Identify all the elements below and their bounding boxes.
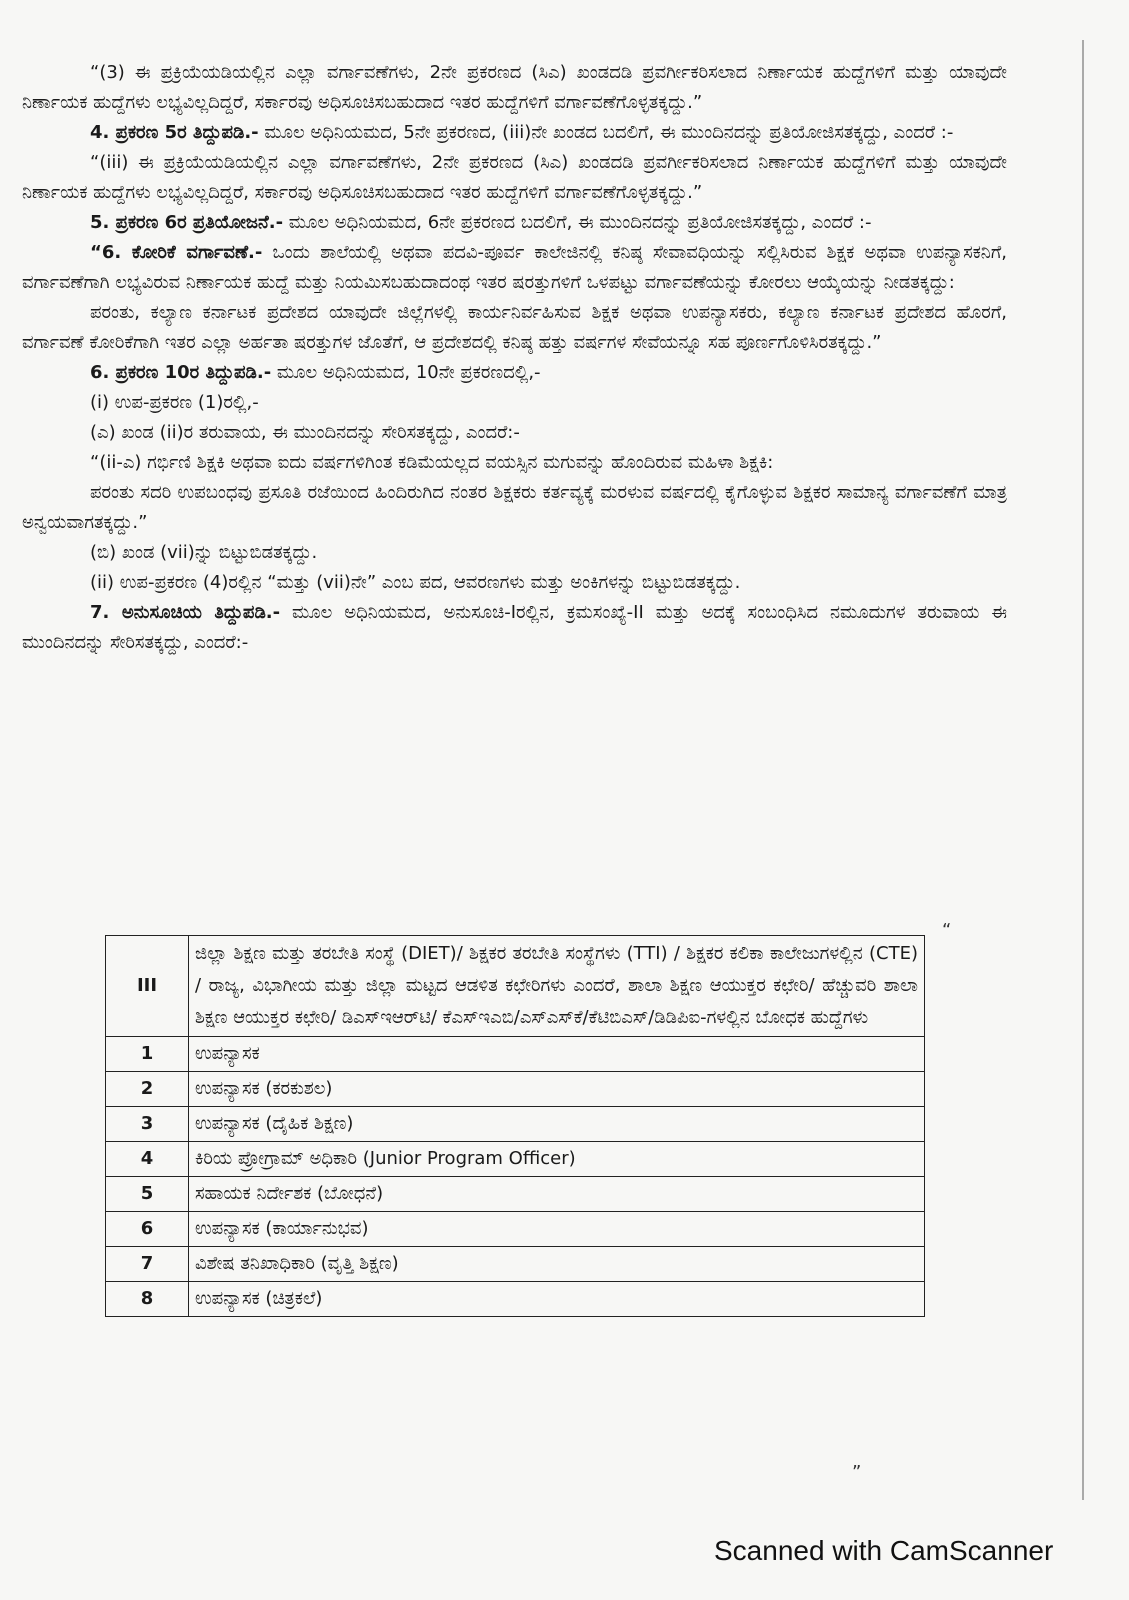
table-cell-post: ವಿಶೇಷ ತನಿಖಾಧಿಕಾರಿ (ವೃತ್ತಿ ಶಿಕ್ಷಣ) (189, 1247, 925, 1282)
table-cell-post: ಉಪನ್ಯಾಸಕ (189, 1037, 925, 1072)
amendment-text (22, 58, 1007, 658)
table-cell-category: ಜಿಲ್ಲಾ ಶಿಕ್ಷಣ ಮತ್ತು ತರಬೇತಿ ಸಂಸ್ಥೆ (DIET)/ ಶಿಕ್ಷಕರ ತರಬೇತಿ ಸಂಸ್ಥೆಗಳು (TTI) / ಶಿಕ್ಷಕರ ಕಲಿಕಾ ಕಾಲೇಜುಗಳಲ್ಲಿನ (CTE) / ರಾಜ್ಯ, ವಿಭಾಗೀಯ ಮತ್ತು ಜಿಲ್ಲಾ ಮಟ್ಟದ ಆಡಳಿತ ಕಛೇರಿಗಳು ಎಂದರೆ, ಶಾಲಾ ಶಿಕ್ಷಣ ಆಯುಕ್ತರ ಕಛೇರಿ/ ಹೆಚ್ಚುವರಿ ಶಾಲಾ ಶಿಕ್ಷಣ ಆಯುಕ್ತರ ಕಛೇರಿ/ ಡಿಎಸ್‌ಇಆರ್‌ಟಿ/ ಕೆಎಸ್‌ಇಎಬಿ/ಎಸ್‌ಎಸ್‌ಕೆ/ಕೆಟಿಬಿಎಸ್/ಡಿಡಿಪಿಐ-ಗಳಲ್ಲಿನ ಬೋಧಕ ಹುದ್ದೆಗಳು (189, 936, 925, 1037)
table-open-quote: “ (942, 920, 952, 941)
table-row (106, 1282, 925, 1317)
paragraph-clause-3-quote: “(3) ಈ ಪ್ರಕ್ರಿಯೆಯಡಿಯಲ್ಲಿನ ಎಲ್ಲಾ ವರ್ಗಾವಣೆಗಳು, 2ನೇ ಪ್ರಕರಣದ (ಸಿಎ) ಖಂಡದಡಿ ಪ್ರವರ್ಗೀಕರಿಸಲಾದ ನಿರ್ಣಾಯಕ ಹುದ್ದೆಗಳಿಗೆ ಮತ್ತು ಯಾವುದೇ ನಿರ್ಣಾಯಕ ಹುದ್ದೆಗಳು ಲಭ್ಯವಿಲ್ಲದಿದ್ದರೆ, ಸರ್ಕಾರವು ಅಧಿಸೂಚಿಸಬಹುದಾದ ಇತರ ಹುದ್ದೆಗಳಿಗೆ ವರ್ಗಾವಣೆಗೊಳ್ಳತಕ್ಕದ್ದು.” (22, 62, 1007, 113)
paragraph-proviso-kalyana-karnataka: ಪರಂತು, ಕಲ್ಯಾಣ ಕರ್ನಾಟಕ ಪ್ರದೇಶದ ಯಾವುದೇ ಜಿಲ್ಲೆಗಳಲ್ಲಿ ಕಾರ್ಯನಿರ್ವಹಿಸುವ ಶಿಕ್ಷಕ ಅಥವಾ ಉಪನ್ಯಾಸಕರು, ಕಲ್ಯಾಣ ಕರ್ನಾಟಕ ಪ್ರದೇಶದ ಹೊರಗೆ, ವರ್ಗಾವಣೆ ಕೋರಿಕೆಗಾಗಿ ಇತರ ಎಲ್ಲಾ ಅರ್ಹತಾ ಷರತ್ತುಗಳ ಜೊತೆಗೆ, ಆ ಪ್ರದೇಶದಲ್ಲಿ ಕನಿಷ್ಠ ಹತ್ತು ವರ್ಷಗಳ ಸೇವೆಯನ್ನೂ ಸಹ ಪೂರ್ಣಗೊಳಿಸಿರತಕ್ಕದ್ದು.” (22, 302, 1007, 353)
paragraph-clause-b: (ಬಿ) ಖಂಡ (vii)ನ್ನು ಬಿಟ್ಟುಬಿಡತಕ್ಕದ್ದು. (90, 542, 318, 563)
table-cell-post: ಕಿರಿಯ ಪ್ರೋಗ್ರಾಮ್ ಅಧಿಕಾರಿ (Junior Program Officer) (189, 1142, 925, 1177)
table-row (106, 1212, 925, 1247)
schedule-table (105, 935, 925, 1317)
table-cell-post: ಸಹಾಯಕ ನಿರ್ದೇಶಕ (ಬೋಧನೆ) (189, 1177, 925, 1212)
paragraph-clause-ii-a: “(ii-ಎ) ಗರ್ಭಿಣಿ ಶಿಕ್ಷಕಿ ಅಥವಾ ಐದು ವರ್ಷಗಳಿಗಿಂತ ಕಡಿಮೆಯಲ್ಲದ ವಯಸ್ಸಿನ ಮಗುವನ್ನು ಹೊಂದಿರುವ ಮಹಿಳಾ ಶಿಕ್ಷಕಿ: (90, 452, 774, 473)
table-cell-number: 8 (106, 1282, 189, 1317)
table-cell-number: 1 (106, 1037, 189, 1072)
table-cell-post: ಉಪನ್ಯಾಸಕ (ದೈಹಿಕ ಶಿಕ್ಷಣ) (189, 1107, 925, 1142)
section-heading: 6. ಪ್ರಕರಣ 10ರ ತಿದ್ದುಪಡಿ.- (90, 362, 272, 383)
paragraph-clause-iii-quote: “(iii) ಈ ಪ್ರಕ್ರಿಯೆಯಡಿಯಲ್ಲಿನ ಎಲ್ಲಾ ವರ್ಗಾವಣೆಗಳು, 2ನೇ ಪ್ರಕರಣದ (ಸಿಎ) ಖಂಡದಡಿ ಪ್ರವರ್ಗೀಕರಿಸಲಾದ ನಿರ್ಣಾಯಕ ಹುದ್ದೆಗಳಿಗೆ ಮತ್ತು ಯಾವುದೇ ನಿರ್ಣಾಯಕ ಹುದ್ದೆಗಳು ಲಭ್ಯವಿಲ್ಲದಿದ್ದರೆ, ಸರ್ಕಾರವು ಅಧಿಸೂಚಿಸಬಹುದಾದ ಇತರ ಹುದ್ದೆಗಳಿಗೆ ವರ್ಗಾವಣೆಗೊಳ್ಳತಕ್ಕದ್ದು.” (22, 152, 1007, 203)
paragraph-subsection-4: (ii) ಉಪ-ಪ್ರಕರಣ (4)ರಲ್ಲಿನ “ಮತ್ತು (vii)ನೇ” ಎಂಬ ಪದ, ಆವರಣಗಳು ಮತ್ತು ಅಂಕಿಗಳನ್ನು ಬಿಟ್ಟುಬಿಡತಕ್ಕದ್ದು. (90, 572, 741, 593)
table-cell-post: ಉಪನ್ಯಾಸಕ (ಕಾರ್ಯಾನುಭವ) (189, 1212, 925, 1247)
table-cell-number: 4 (106, 1142, 189, 1177)
table-cell-number: 3 (106, 1107, 189, 1142)
table-cell-number: 5 (106, 1177, 189, 1212)
table-row (106, 1072, 925, 1107)
table-close-quote: ” (852, 1462, 862, 1483)
table-row (106, 1142, 925, 1177)
section-heading: 7. ಅನುಸೂಚಿಯ ತಿದ್ದುಪಡಿ.- (90, 602, 281, 623)
table-row (106, 1247, 925, 1282)
table-row (106, 1107, 925, 1142)
page-edge-shadow (1082, 40, 1084, 1500)
paragraph-maternity-proviso: ಪರಂತು ಸದರಿ ಉಪಬಂಧವು ಪ್ರಸೂತಿ ರಜೆಯಿಂದ ಹಿಂದಿರುಗಿದ ನಂತರ ಶಿಕ್ಷಕರು ಕರ್ತವ್ಯಕ್ಕೆ ಮರಳುವ ವರ್ಷದಲ್ಲಿ ಕೈಗೊಳ್ಳುವ ಶಿಕ್ಷಕರ ಸಾಮಾನ್ಯ ವರ್ಗಾವಣೆಗೆ ಮಾತ್ರ ಅನ್ವಯವಾಗತಕ್ಕದ್ದು.” (22, 482, 1007, 533)
table-cell-number: 2 (106, 1072, 189, 1107)
table-cell-post: ಉಪನ್ಯಾಸಕ (ಚಿತ್ರಕಲೆ) (189, 1282, 925, 1317)
table-cell-number: III (106, 936, 189, 1037)
table-row (106, 1177, 925, 1212)
section-heading: “6. ಕೋರಿಕೆ ವರ್ಗಾವಣೆ.- (90, 242, 263, 263)
section-heading: 5. ಪ್ರಕರಣ 6ರ ಪ್ರತಿಯೋಜನೆ.- (90, 212, 284, 233)
table-cell-post: ಉಪನ್ಯಾಸಕ (ಕರಕುಶಲ) (189, 1072, 925, 1107)
table-row (106, 1037, 925, 1072)
paragraph-section-4: 4. ಪ್ರಕರಣ 5ರ ತಿದ್ದುಪಡಿ.- ಮೂಲ ಅಧಿನಿಯಮದ, 5ನೇ ಪ್ರಕರಣದ, (iii)ನೇ ಖಂಡದ ಬದಲಿಗೆ, ಈ ಮುಂದಿನದನ್ನು ಪ್ರತಿಯೋಜಿಸತಕ್ಕದ್ದು, ಎಂದರೆ :- (90, 122, 954, 143)
paragraph-section-6: 6. ಪ್ರಕರಣ 10ರ ತಿದ್ದುಪಡಿ.- ಮೂಲ ಅಧಿನಿಯಮದ, 10ನೇ ಪ್ರಕರಣದಲ್ಲಿ,- (90, 362, 541, 383)
paragraph-section-5: 5. ಪ್ರಕರಣ 6ರ ಪ್ರತಿಯೋಜನೆ.- ಮೂಲ ಅಧಿನಿಯಮದ, 6ನೇ ಪ್ರಕರಣದ ಬದಲಿಗೆ, ಈ ಮುಂದಿನದನ್ನು ಪ್ರತಿಯೋಜಿಸತಕ್ಕದ್ದು, ಎಂದರೆ :- (90, 212, 872, 233)
paragraph-clause-a: (ಎ) ಖಂಡ (ii)ರ ತರುವಾಯ, ಈ ಮುಂದಿನದನ್ನು ಸೇರಿಸತಕ್ಕದ್ದು, ಎಂದರೆ:- (90, 422, 520, 443)
paragraph-request-transfer: “6. ಕೋರಿಕೆ ವರ್ಗಾವಣೆ.- ಒಂದು ಶಾಲೆಯಲ್ಲಿ ಅಥವಾ ಪದವಿ-ಪೂರ್ವ ಕಾಲೇಜಿನಲ್ಲಿ ಕನಿಷ್ಠ ಸೇವಾವಧಿಯನ್ನು ಸಲ್ಲಿಸಿರುವ ಶಿಕ್ಷಕ ಅಥವಾ ಉಪನ್ಯಾಸಕನಿಗೆ, ವರ್ಗಾವಣೆಗಾಗಿ ಲಭ್ಯವಿರುವ ನಿರ್ಣಾಯಕ ಹುದ್ದೆ ಮತ್ತು ನಿಯಮಿಸಬಹುದಾದಂಥ ಇತರ ಷರತ್ತುಗಳಿಗೆ ಒಳಪಟ್ಟು ವರ್ಗಾವಣೆಯನ್ನು ಕೋರಲು ಆಯ್ಕೆಯನ್ನು ನೀಡತಕ್ಕದ್ದು: (22, 242, 1007, 293)
section-heading: 4. ಪ್ರಕರಣ 5ರ ತಿದ್ದುಪಡಿ.- (90, 122, 259, 143)
table-cell-number: 6 (106, 1212, 189, 1247)
schedule-table-wrap (105, 935, 925, 1317)
table-header-row (106, 936, 925, 1037)
paragraph-subsection-1: (i) ಉಪ-ಪ್ರಕರಣ (1)ರಲ್ಲಿ,- (90, 392, 259, 413)
table-cell-number: 7 (106, 1247, 189, 1282)
paragraph-section-7: 7. ಅನುಸೂಚಿಯ ತಿದ್ದುಪಡಿ.- ಮೂಲ ಅಧಿನಿಯಮದ, ಅನುಸೂಚಿ-Iರಲ್ಲಿನ, ಕ್ರಮಸಂಖ್ಯೆ-II ಮತ್ತು ಅದಕ್ಕೆ ಸಂಬಂಧಿಸಿದ ನಮೂದುಗಳ ತರುವಾಯ ಈ ಮುಂದಿನದನ್ನು ಸೇರಿಸತಕ್ಕದ್ದು, ಎಂದರೆ:- (22, 602, 1007, 653)
scanner-watermark: Scanned with CamScanner (714, 1535, 1054, 1566)
